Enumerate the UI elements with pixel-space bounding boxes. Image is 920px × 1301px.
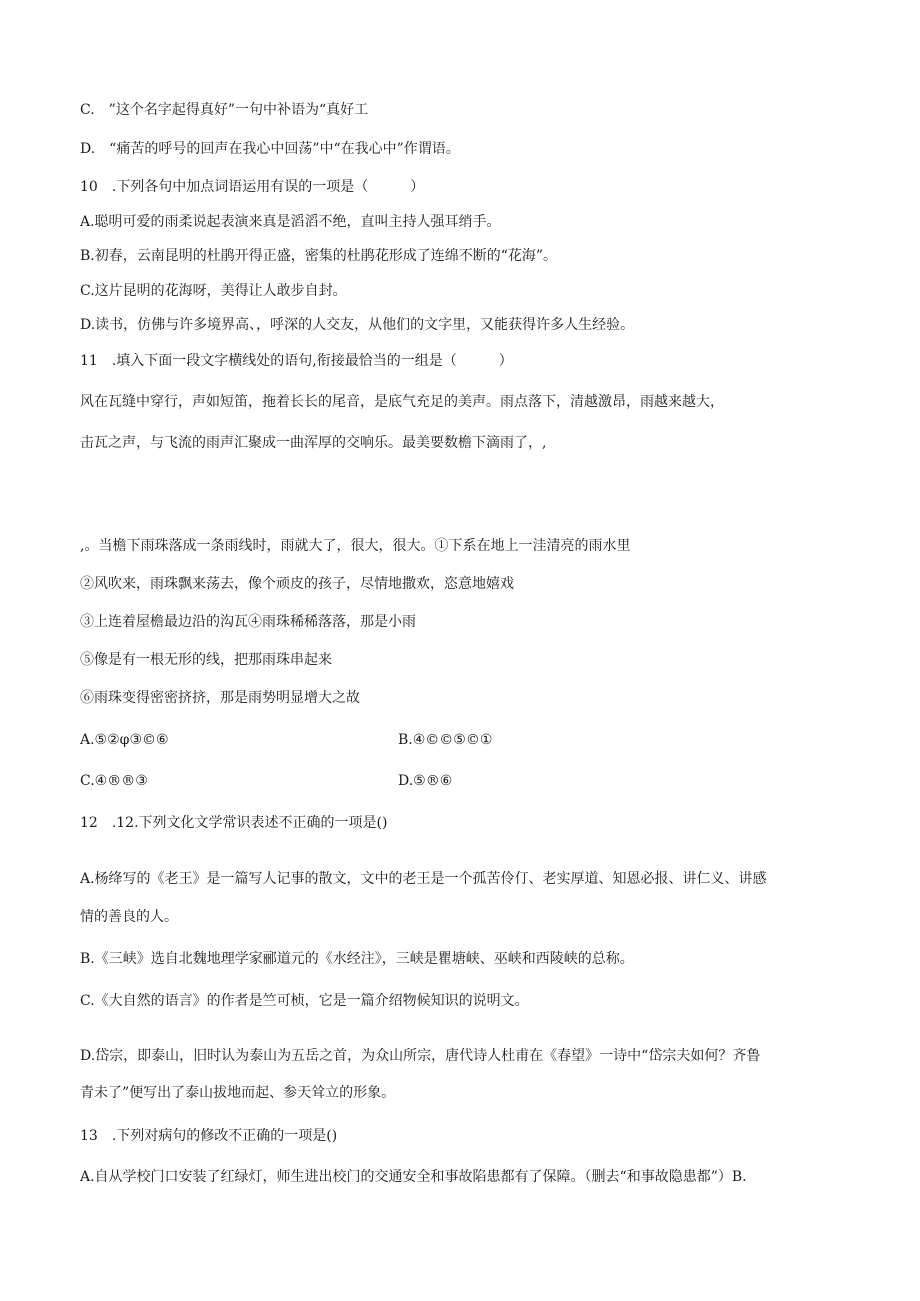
- q11-sentence-2: ②风吹来，雨珠飘来荡去，像个顽皮的孩子，尽情地撒欢，恣意地嬉戏: [80, 576, 514, 592]
- q11-passage-line-3: ,。当檐下雨珠落成一条雨线时，雨就大了，很大，很大。①下系在地上一洼清亮的雨水里: [80, 538, 631, 554]
- q11-option-d: D.⑤®⑥: [398, 773, 453, 789]
- q10-option-c: C.这片昆明的花海呀，美得让人敢步自封。: [80, 283, 347, 299]
- q11-sentence-3-4: ③上连着屋檐最边沿的沟瓦④雨珠稀稀落落，那是小雨: [80, 614, 416, 630]
- q9-option-c: C. ”这个名字起得真好”一句中补语为“真好工: [80, 102, 369, 118]
- q12-option-c: C.《大自然的语言》的作者是竺可桢，它是一篇介绍物候知识的说明文。: [80, 993, 529, 1009]
- q11-passage-line-2: 击瓦之声，与飞流的雨声汇聚成一曲浑厚的交响乐。最美要数檐下滴雨了，,: [80, 435, 547, 451]
- q13-stem: 13 .下列对病句的修改不正确的一项是(): [80, 1128, 338, 1144]
- q11-passage-line-1: 风在瓦缝中穿行，声如短笛，拖着长长的尾音，是底气充足的美声。雨点落下，清越激昂，雨越来越大，: [80, 394, 724, 410]
- q10-option-d: D.读书，仿佛与许多境界高、，呼深的人交友，从他们的文字里，又能获得许多人生经验。: [80, 317, 635, 333]
- q11-stem: 11 .填入下面一段文字横线处的语句,衔接最恰当的一组是（ ）: [80, 353, 513, 369]
- q12-stem: 12 .12.下列文化文学常识表述不正确的一项是(): [80, 815, 388, 831]
- q12-option-d-line-2: 青未了”便写出了泰山拔地而起、参天耸立的形象。: [80, 1085, 396, 1101]
- q10-stem: 10 .下列各句中加点词语运用有误的一项是（ ）: [80, 179, 425, 195]
- q11-option-a: A.⑤②φ③©⑥: [80, 732, 169, 748]
- q11-option-c: C.④®®③: [80, 773, 148, 789]
- q9-option-d: D. “痛苦的呼号的回声在我心中回荡”中“在我心中”作谓语。: [80, 141, 460, 157]
- q12-option-b: B.《三峡》选自北魏地理学家郦道元的《水经注》，三峡是瞿塘峡、巫峡和西陵峡的总称。: [80, 951, 634, 967]
- q13-option-a: A.自从学校门口安装了红绿灯，师生进出校门的交通安全和事故陷患都有了保障。（删去“和事故隐患都”）B.: [80, 1169, 747, 1185]
- q11-sentence-5: ⑤像是有一根无形的线，把那雨珠串起来: [80, 652, 332, 668]
- q12-option-a-line-1: A.杨绛写的《老王》是一篇写人记事的散文，文中的老王是一个孤苦伶仃、老实厚道、知恩必报、讲仁义、讲感: [80, 871, 767, 887]
- q11-option-b: B.④©©⑤©①: [398, 732, 493, 748]
- q10-option-b: B.初春，云南昆明的杜鹃开得正盛，密集的杜鹃花形成了连绵不断的“花海”。: [80, 248, 558, 264]
- q12-option-d-line-1: D.岱宗，即泰山，旧时认为泰山为五岳之首，为众山所宗，唐代诗人杜甫在《春望》一诗中“岱宗夫如何？齐鲁: [80, 1048, 761, 1064]
- q12-option-a-line-2: 情的善良的人。: [80, 909, 178, 925]
- q11-sentence-6: ⑥雨珠变得密密挤挤，那是雨势明显增大之故: [80, 690, 360, 706]
- q10-option-a: A.聪明可爱的雨柔说起表演来真是滔滔不绝，直叫主持人强耳绡手。: [80, 214, 501, 230]
